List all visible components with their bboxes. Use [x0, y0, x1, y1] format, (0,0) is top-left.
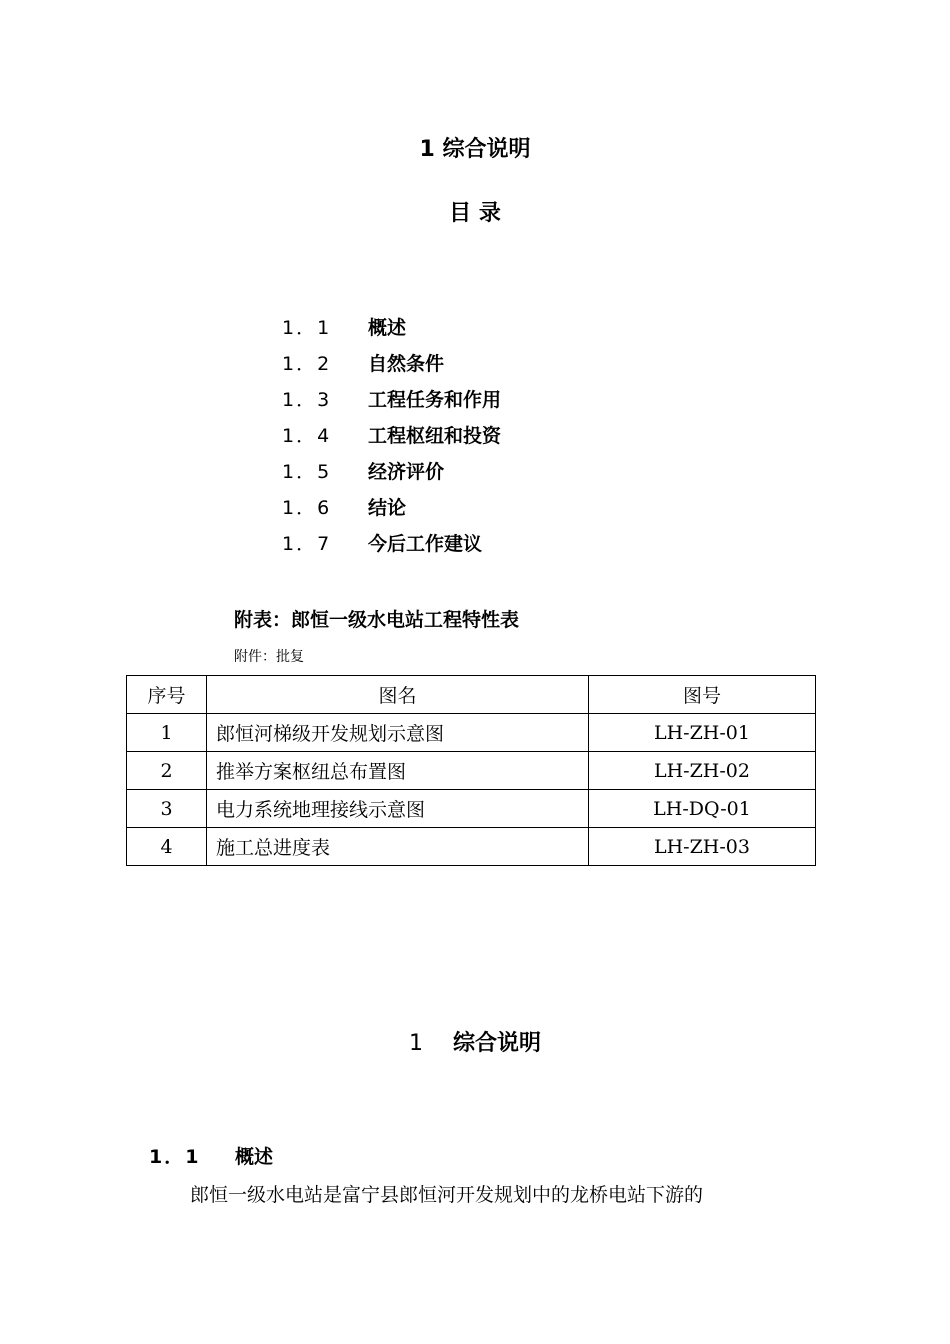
toc-item-number: 1．1: [282, 317, 332, 339]
cell-name: 电力系统地理接线示意图: [207, 790, 589, 828]
header-number: 图号: [589, 676, 816, 714]
cell-seq: 4: [127, 828, 207, 866]
cell-seq: 3: [127, 790, 207, 828]
section-heading: [0, 1026, 950, 1057]
drawings-table: [126, 675, 816, 866]
cell-name: 施工总进度表: [207, 828, 589, 866]
toc-item-label: 结论: [368, 497, 407, 519]
toc-item[interactable]: [282, 529, 482, 559]
toc-item-label: 工程枢纽和投资: [368, 425, 502, 447]
body-paragraph: 郎恒一级水电站是富宁县郎恒河开发规划中的龙桥电站下游的: [190, 1184, 704, 1206]
toc-item-number: 1．3: [282, 389, 332, 411]
toc-item-number: 1．6: [282, 497, 332, 519]
cell-seq: 1: [127, 714, 207, 752]
table-row: [127, 752, 816, 790]
cell-number: LH-ZH-02: [589, 752, 816, 790]
toc-item-number: 1．7: [282, 533, 332, 555]
toc-item-label: 经济评价: [368, 461, 445, 483]
toc-item-number: 1．5: [282, 461, 332, 483]
toc-item[interactable]: [282, 493, 406, 523]
cell-name: 郎恒河梯级开发规划示意图: [207, 714, 589, 752]
subsection-heading: [149, 1142, 273, 1169]
subsection-number: 1．1: [149, 1146, 201, 1168]
toc-item-number: 1．2: [282, 353, 332, 375]
toc-heading: 目 录: [449, 201, 501, 226]
table-header-row: [127, 676, 816, 714]
toc-item[interactable]: [282, 385, 501, 415]
header-seq: 序号: [127, 676, 207, 714]
cell-seq: 2: [127, 752, 207, 790]
toc-item-number: 1．4: [282, 425, 332, 447]
section-number: 1: [408, 1031, 423, 1056]
header-name: 图名: [207, 676, 589, 714]
cell-number: LH-ZH-03: [589, 828, 816, 866]
table-row: [127, 790, 816, 828]
cell-name: 推举方案枢纽总布置图: [207, 752, 589, 790]
subsection-title: 概述: [235, 1146, 274, 1168]
toc-item[interactable]: [282, 421, 501, 451]
toc-item[interactable]: [282, 457, 444, 487]
toc-item-label: 概述: [368, 317, 407, 339]
chapter-title: 1 综合说明: [419, 137, 531, 162]
appendix-table-title: 附表：郎恒一级水电站工程特性表: [234, 609, 520, 631]
section-title: 综合说明: [452, 1031, 541, 1056]
toc-item[interactable]: [282, 349, 444, 379]
toc-item[interactable]: [282, 313, 406, 343]
toc-item-label: 今后工作建议: [368, 533, 483, 555]
table-row: [127, 714, 816, 752]
attachment-note: 附件：批复: [234, 649, 304, 665]
cell-number: LH-ZH-01: [589, 714, 816, 752]
toc-item-label: 自然条件: [368, 353, 445, 375]
table-row: [127, 828, 816, 866]
toc-item-label: 工程任务和作用: [368, 389, 502, 411]
cell-number: LH-DQ-01: [589, 790, 816, 828]
